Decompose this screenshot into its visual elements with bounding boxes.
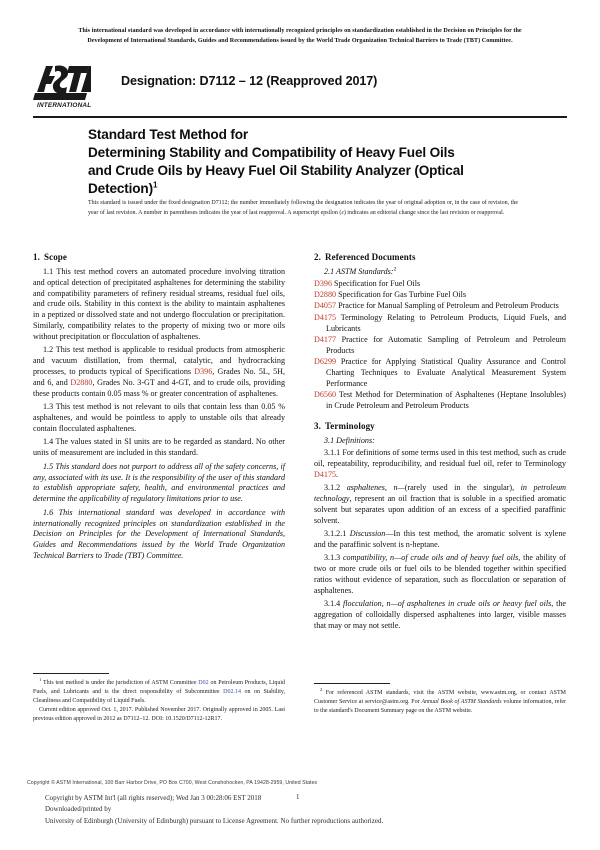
standard-id-d6299[interactable]: D6299 <box>314 357 337 367</box>
paragraph-3-1-2-b: , represent an oil fraction that is soluble in a specified aromatic solvent but separates upon addition of an excess of a specified paraffinic solvent. <box>314 493 566 525</box>
section-heading-scope <box>33 252 285 263</box>
standard-id-d396[interactable]: D396 <box>314 278 332 288</box>
standard-title-d2880: Specification for Gas Turbine Fuel Oils <box>338 290 466 300</box>
footnote-1-a: This test method is under the jurisdiction of ASTM Committee <box>41 680 199 686</box>
term-asphaltenes: asphaltenes, n— <box>346 482 405 492</box>
section-title-referenced-documents: Referenced Documents <box>325 252 416 262</box>
list-item <box>314 357 566 390</box>
footnote-2-b: volume information, refer to the standard's Document Summary page on the ASTM website. <box>314 698 566 714</box>
standard-title-d396: Specification for Fuel Oils <box>334 278 421 288</box>
paragraph-1-6: 1.6 This international standard was developed in accordance with internationally recognized principles on standardization established in the Decision on Principles for the Development of International Standards, Guides and Recommendations issued by the World Trade Organization Technical Barriers to Trade (TBT) Committee. <box>33 507 285 561</box>
paragraph-3-1-2-ital: in petroleum technology <box>314 482 566 503</box>
section-number-1: 1. <box>33 252 40 262</box>
term-flocculation: flocculation, n—of asphaltenes in crude oils or heavy fuel oils, <box>343 599 554 609</box>
link-d2880[interactable]: D2880 <box>70 378 93 388</box>
footnote-1-b: on Petroleum Products, Liquid Fuels, and Lubricants and is the direct responsibility of Subcommittee <box>33 680 285 695</box>
right-column <box>314 252 566 634</box>
paragraph-1-3: 1.3 This test method is not relevant to oils that contain less than 0.05 % asphaltenes, and would be pointless to apply to unstable oils that already contain flocculated asphaltenes. <box>33 402 285 434</box>
astm-logo-icon <box>33 62 91 110</box>
page-title <box>88 126 518 198</box>
list-item <box>314 313 566 335</box>
standard-id-d4177[interactable]: D4177 <box>314 335 337 345</box>
section-heading-referenced-documents <box>314 252 566 263</box>
link-d396[interactable]: D396 <box>194 367 213 377</box>
right-footnote-block <box>314 683 566 716</box>
paragraph-3-1-4-body: the aggregation of colloidally dispersed asphaltenes into larger, visible masses that may or may not settle. <box>314 599 566 630</box>
paragraph-3-1-3-body: the ability of two or more crude oils or fuel oils to be blended together within specified ratios without evidence of separation, such as flocculation or separation of asphaltenes. <box>314 553 566 595</box>
term-compatibility: compatibility, n—of crude oils and of heavy fuel oils, <box>342 553 521 563</box>
paragraph-3-1-2-1-body: —In this test method, the aromatic solvent is xylene and the paraffinic solvent is n-heptane. <box>314 528 567 549</box>
discussion-label: Discussion <box>349 528 386 538</box>
standard-id-d4175[interactable]: D4175 <box>314 312 337 322</box>
list-item <box>314 335 566 357</box>
paragraph-1-2 <box>33 345 285 399</box>
footnote-divider <box>33 673 109 674</box>
section-number-2: 2. <box>314 252 321 262</box>
issue-note-epsilon: ε <box>341 209 344 216</box>
standard-title-d4175: Terminology Relating to Petroleum Products, Liquid Fuels, and Lubricants <box>326 312 566 333</box>
title-line-1: Standard Test Method for <box>88 127 249 142</box>
footnote-edition-info: Current edition approved Oct. 1, 2017. Published November 2017. Originally approved in 2005. Last previous edition approved in 2012 as D7112–12. DOI: 10.1520/D7112-12R17. <box>33 707 285 723</box>
standard-id-d4057[interactable]: D4057 <box>314 301 337 311</box>
footnote-2 <box>314 689 566 715</box>
standard-title-d6299: Practice for Applying Statistical Quality Assurance and Control Charting Techniques to Evaluate Analytical Measurement System Performance <box>326 357 566 389</box>
section-title-terminology: Terminology <box>325 421 375 432</box>
left-footnote-block <box>33 673 285 725</box>
paragraph-3-1-2-1 <box>314 529 566 551</box>
issue-note-b: ) indicates an editorial change since the last revision or reapproval. <box>343 209 505 216</box>
section-heading-terminology <box>314 421 566 432</box>
footnote-2-a: For referenced ASTM standards, visit the ASTM website, www.astm.org, or contact ASTM Customer Service at service@astm.org. For <box>314 690 566 705</box>
left-column <box>33 252 285 565</box>
paragraph-1-4: 1.4 The values stated in SI units are to be regarded as standard. No other units of measurement are included in this standard. <box>33 437 285 458</box>
paragraph-1-5: 1.5 This standard does not purport to address all of the safety concerns, if any, associated with its use. It is the responsibility of the user of this standard to establish appropriate safety, health, and environmental practices and determine the applicability of regulatory limitations prior to use. <box>33 461 285 504</box>
title-footnote-marker: 1 <box>152 180 158 190</box>
list-item <box>314 279 566 290</box>
footnote-1-c: on on Stability, Cleanliness and Compatibility of Liquid Fuels. <box>33 688 285 704</box>
paragraph-3-1-2 <box>314 483 566 527</box>
paragraph-1-1: 1.1 This test method covers an automated procedure involving titration and optical detection of precipitated asphaltenes for determining the stability and compatibility parameters of refinery residual streams, residual fuel oils, and crude oils. Stability in this context is the ability to maintain asphaltenes in a peptized or dissolved state and not undergo flocculation or precipitation. Similarly, compatibility relates to the property of mixing two or more oils without precipitation or flocculation of asphaltenes. <box>33 266 285 342</box>
paragraph-3-1-1-b: . <box>336 469 339 479</box>
footnote-divider <box>314 683 390 684</box>
paragraph-3-1-3-num: 3.1.3 <box>324 553 343 563</box>
header-divider <box>33 116 567 118</box>
paragraph-3-1-1-a: 3.1.1 For definitions of some terms used in this test method, such as crude oil, repeatability, reproducibility, and residual fuel oil, refer to Terminology <box>314 447 566 468</box>
paragraph-3-1-1 <box>314 448 566 481</box>
section-number-3: 3. <box>314 421 321 432</box>
link-d4175[interactable]: D4175 <box>314 469 337 479</box>
subheading-footnote-marker: 2 <box>393 266 397 273</box>
standard-title-d4177: Practice for Automatic Sampling of Petroleum and Petroleum Products <box>326 335 566 355</box>
issue-note <box>88 199 518 218</box>
paragraph-3-1-2-a: (rarely used in the singular), <box>404 482 521 492</box>
footnote-2-marker: 2 <box>320 687 323 692</box>
subheading-definitions: 3.1 Definitions: <box>324 435 375 445</box>
paragraph-3-1-2-1-num: 3.1.2.1 <box>324 528 350 538</box>
title-line-2: Determining Stability and Compatibility of Heavy Fuel Oils <box>88 144 455 160</box>
subheading-astm-standards <box>314 267 566 278</box>
tbt-banner-line-1: This international standard was developed in accordance with internationally recognized principles on standardization established in the Decision on Principles for the <box>78 28 522 34</box>
link-subcommittee-d0214[interactable]: D02.14 <box>223 688 241 695</box>
paragraph-3-1-2-num: 3.1.2 <box>324 482 347 492</box>
title-line-4 <box>88 180 518 198</box>
list-item <box>314 301 566 312</box>
license-line-2: Downloaded/printed by <box>45 805 112 814</box>
copyright-bar: Copyright © ASTM International, 100 Barr Harbor Drive, PO Box C700, West Conshohocken, PA 19428-2959, United States <box>27 780 318 786</box>
standard-id-d2880[interactable]: D2880 <box>314 290 337 300</box>
issue-note-a: This standard is issued under the fixed designation D7112; the number immediately following the designation indicates the year of original adoption or, in the case of revision, the year of last revision. A number in parentheses indicates the year of last reapproval. A superscript epsilon ( <box>88 200 518 216</box>
footnote-1 <box>33 679 285 705</box>
footnote-1-marker: 1 <box>39 677 42 682</box>
paragraph-1-2-c: , Grades No. 3-GT and 4-GT, and to crude oils, providing these products contain 0.05 mass % or greater concentration of asphaltenes. <box>33 378 285 398</box>
designation-label: Designation: D7112 – 12 (Reapproved 2017) <box>121 74 378 88</box>
document-header <box>33 62 567 114</box>
license-line-3: University of Edinburgh (University of Edinburgh) pursuant to License Agreement. No further reproductions authorized. <box>45 816 384 825</box>
footnote-2-ital: Annual Book of ASTM Standards <box>421 698 502 705</box>
standard-title-d6560: Test Method for Determination of Asphaltenes (Heptane Insolubles) in Crude Petroleum and Petroleum Products <box>326 390 566 411</box>
subheading-astm-standards-text: 2.1 ASTM Standards: <box>324 266 394 276</box>
paragraph-1-2-b: , Grades No. 5L, 5H, and 6, and <box>33 367 286 388</box>
tbt-banner-line-2: Development of International Standards, Guides and Recommendations issued by the World Trade Organization Technical Barriers to Trade (TBT) Committee. <box>87 37 513 44</box>
page-number: 1 <box>296 793 300 801</box>
tbt-banner <box>33 27 567 47</box>
standard-title-d4057: Practice for Manual Sampling of Petroleum and Petroleum Products <box>338 301 559 311</box>
standards-reference-list <box>314 279 566 413</box>
standard-id-d6560[interactable]: D6560 <box>314 390 337 400</box>
svg-text:INTERNATIONAL: INTERNATIONAL <box>37 102 91 109</box>
paragraph-3-1-4 <box>314 599 566 632</box>
license-line-1: Copyright by ASTM Int'l (all rights reserved); Wed Jan 3 00:28:06 EST 2018 <box>45 794 262 802</box>
paragraph-3-1-3 <box>314 553 566 597</box>
title-line-3: and Crude Oils by Heavy Fuel Oil Stability Analyzer (Optical <box>88 162 464 178</box>
link-committee-d02[interactable]: D02 <box>198 680 209 686</box>
section-title-scope: Scope <box>44 252 67 262</box>
title-line-4-text: Detection) <box>88 180 153 196</box>
download-license-block <box>45 793 565 827</box>
list-item <box>314 290 566 301</box>
list-item <box>314 390 566 412</box>
paragraph-3-1-4-num: 3.1.4 <box>324 599 344 609</box>
paragraph-1-2-a: 1.2 This test method is applicable to residual products from atmospheric and vacuum distillation, from thermal, catalytic, and hydrocracking processes, to products typical of Specifications <box>33 345 285 377</box>
